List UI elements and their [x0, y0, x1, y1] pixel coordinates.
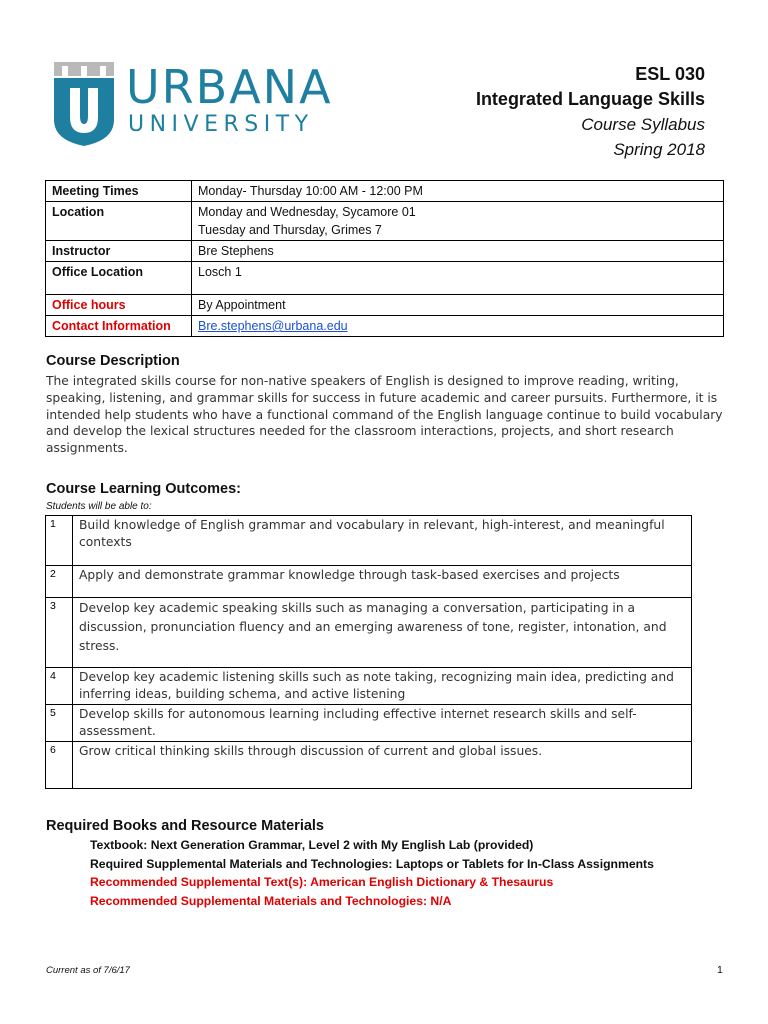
table-row	[46, 705, 692, 742]
office-hours-label: Office hours	[46, 295, 192, 316]
table-row	[46, 566, 692, 598]
table-row	[46, 316, 724, 337]
books-heading: Required Books and Resource Materials	[46, 818, 324, 834]
document-type: Course Syllabus	[581, 115, 705, 134]
course-name: Integrated Language Skills	[475, 89, 705, 109]
instructor-label: Instructor	[46, 241, 192, 262]
page-number: 1	[717, 964, 723, 976]
required-supplemental-line: Required Supplemental Materials and Technologies: Laptops or Tablets for In-Class Assignments	[90, 856, 654, 871]
office-location-label: Office Location	[46, 262, 192, 295]
location-line-2: Tuesday and Thursday, Grimes 7	[198, 223, 382, 237]
term: Spring 2018	[613, 140, 705, 159]
table-row	[46, 295, 724, 316]
course-description-heading: Course Description	[46, 353, 180, 369]
outcome-number: 2	[46, 566, 73, 598]
outcome-text: Develop key academic listening skills such as note taking, recognizing main idea, predicting and inferring ideas, building schema, and active listening	[73, 668, 692, 705]
meeting-times-label: Meeting Times	[46, 181, 192, 202]
table-row	[46, 742, 692, 789]
table-row	[46, 516, 692, 566]
outcome-number: 1	[46, 516, 73, 566]
outcome-text: Apply and demonstrate grammar knowledge through task-based exercises and projects	[73, 566, 692, 598]
outcome-number: 6	[46, 742, 73, 789]
recommended-materials-line: Recommended Supplemental Materials and Technologies: N/A	[90, 893, 452, 908]
logo-subtitle: UNIVERSITY	[128, 112, 314, 137]
location-label: Location	[46, 202, 192, 241]
table-row	[46, 262, 724, 295]
office-hours-value: By Appointment	[192, 295, 724, 316]
footer-date: Current as of 7/6/17	[46, 965, 130, 976]
meeting-times-value: Monday- Thursday 10:00 AM - 12:00 PM	[192, 181, 724, 202]
textbook-line: Textbook: Next Generation Grammar, Level 2 with My English Lab (provided)	[90, 838, 534, 852]
outcome-number: 5	[46, 705, 73, 742]
office-location-value: Losch 1	[192, 262, 724, 295]
email-link[interactable]: Bre.stephens@urbana.edu	[198, 319, 348, 333]
course-code: ESL 030	[635, 64, 705, 84]
shield-icon	[52, 60, 116, 146]
table-row	[46, 181, 724, 202]
university-logo	[52, 60, 333, 148]
learning-outcomes-heading: Course Learning Outcomes:	[46, 481, 241, 497]
recommended-text-line: Recommended Supplemental Text(s): American English Dictionary & Thesaurus	[90, 875, 554, 889]
contact-value-cell	[192, 316, 724, 337]
course-description-text: The integrated skills course for non-native speakers of English is designed to improve reading, writing, speaking, listening, and grammar skills for success in future academic and career pursuits. Furthermore, it is intended help students who have a functional command of the English language continue to build vocabulary and develop the lexical structures needed for the classroom interactions, projects, and short research assignments.	[46, 374, 723, 456]
course-info-table	[45, 180, 724, 337]
learning-outcomes-intro: Students will be able to:	[46, 501, 152, 512]
table-row	[46, 598, 692, 668]
location-value	[192, 202, 724, 241]
logo-wordmark: URBANA	[126, 60, 333, 114]
table-row	[46, 241, 724, 262]
syllabus-title-block	[476, 62, 705, 162]
instructor-value: Bre Stephens	[192, 241, 724, 262]
outcome-text: Develop skills for autonomous learning including effective internet research skills and self-assessment.	[73, 705, 692, 742]
books-list	[90, 836, 654, 910]
contact-label: Contact Information	[46, 316, 192, 337]
location-line-1: Monday and Wednesday, Sycamore 01	[198, 205, 416, 219]
outcome-number: 4	[46, 668, 73, 705]
outcome-text: Build knowledge of English grammar and vocabulary in relevant, high-interest, and meaningful contexts	[73, 516, 692, 566]
table-row	[46, 202, 724, 241]
table-row	[46, 668, 692, 705]
outcome-text: Develop key academic speaking skills such as managing a conversation, participating in a discussion, pronunciation fluency and an emerging awareness of tone, register, intonation, and stress.	[73, 598, 692, 668]
outcome-number: 3	[46, 598, 73, 668]
learning-outcomes-table	[45, 515, 692, 789]
outcome-text: Grow critical thinking skills through discussion of current and global issues.	[73, 742, 692, 789]
